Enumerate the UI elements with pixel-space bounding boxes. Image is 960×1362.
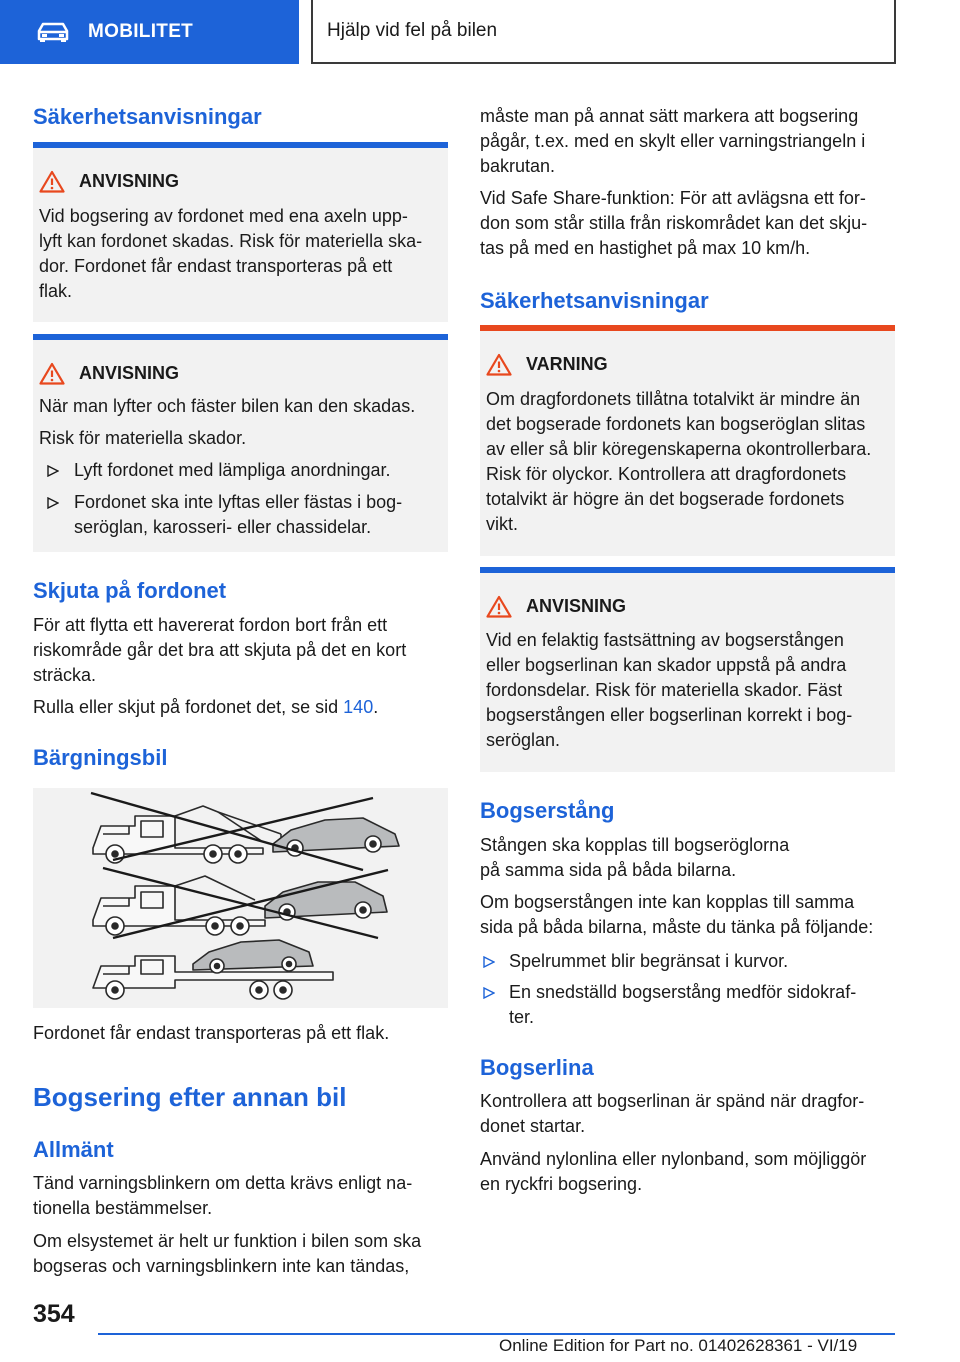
warning-text: Om dragfordonets tillåtna totalvikt är mindre än det bogserade fordonets kan bogseröglan slitas av eller så blir köregenskaperna okontrollerbara. Risk för olyckor. Kontrollera att dragfordonets totalvikt är högre än det bogserade fordonets vikt. [486, 389, 872, 534]
tow-bar-text-2: Om bogserstången inte kan kopplas till samma sida på båda bilarna, måste du tänka på följande: [480, 892, 874, 937]
page-link[interactable]: 140 [343, 697, 374, 717]
warning-triangle-icon [39, 362, 65, 385]
car-icon [36, 22, 70, 42]
notice-title: ANVISNING [39, 362, 179, 385]
push-text: För att flytta ett havererat fordon bort från ett riskområde går det bra att skjuta på det en kort sträcka. [33, 615, 407, 685]
tow-rope-text: Kontrollera att bogserlinan är spänd när dragfor- donet startar. [480, 1091, 865, 1136]
notice-text: Risk för materiella skador. [39, 428, 247, 448]
notice-box-1 [33, 142, 448, 322]
notice-title: ANVISNING [39, 170, 179, 193]
page-number: 354 [33, 1300, 75, 1328]
warning-triangle-icon [39, 170, 65, 193]
notice-text: När man lyfter och fäster bilen kan den skadas. [39, 396, 416, 416]
triangle-bullet-icon [483, 987, 495, 999]
heading-push: Skjuta på fordonet [33, 578, 227, 603]
general-text: Tänd varningsblinkern om detta krävs enligt na- tionella bestämmelser. [33, 1173, 413, 1218]
list-item: Spelrummet blir begränsat i kurvor. [480, 949, 895, 974]
heading-general: Allmänt [33, 1137, 114, 1162]
notice-box-3 [480, 567, 895, 772]
warning-title: VARNING [486, 353, 608, 376]
chapter-title: Hjälp vid fel på bilen [327, 20, 498, 41]
notice-box-2 [33, 334, 448, 552]
list-item: Fordonet ska inte lyftas eller fästas i bog- seröglan, karosseri- eller chassidelar. [47, 490, 440, 540]
tow-rope-text-2: Använd nylonlina eller nylonband, som möjliggör en ryckfri bogsering. [480, 1149, 867, 1194]
warning-triangle-icon [486, 353, 512, 376]
chapter-header [311, 0, 896, 64]
section-tab[interactable] [0, 0, 299, 64]
notice-text: Vid en felaktig fastsättning av bogserstången eller bogserlinan kan skador uppstå på andra fordonsdelar. Risk för materiella skador. Fäst bogserstången eller bogserlinan korrekt i bog- seröglan. [486, 630, 853, 750]
list-item: Lyft fordonet med lämpliga anordningar. [47, 458, 440, 483]
notice-text: Vid bogsering av fordonet med ena axeln upp- lyft kan fordonet skadas. Risk för materiella ska- dor. Fordonet får endast transporteras på ett flak. [39, 206, 423, 301]
triangle-bullet-icon [47, 497, 59, 509]
warning-box [480, 325, 895, 556]
tow-bar-text: Stången ska kopplas till bogseröglorna på samma sida på båda bilarna. [480, 835, 790, 880]
warning-bar [480, 325, 895, 331]
notice-bar [480, 567, 895, 573]
section-label: MOBILITET [88, 21, 194, 42]
heading-tow-bar: Bogserstång [480, 798, 615, 823]
push-ref: Rulla eller skjut på fordonet det, se sid 140. [33, 697, 379, 717]
tow-truck-figure [33, 788, 448, 1008]
continued-text: måste man på annat sätt markera att bogsering pågår, t.ex. med en skylt eller varningstriangeln i bakrutan. [480, 106, 866, 176]
heading-towing: Bogsering efter annan bil [33, 1082, 347, 1112]
heading-tow-truck: Bärgningsbil [33, 745, 168, 770]
footer-rule [98, 1333, 895, 1335]
heading-safety-right: Säkerhetsanvisningar [480, 288, 709, 313]
triangle-bullet-icon [483, 956, 495, 968]
notice-title: ANVISNING [486, 595, 626, 618]
edition-info: Online Edition for Part no. 01402628361 - VI/19 [499, 1336, 858, 1355]
tow-truck-illustration [33, 788, 448, 1008]
figure-caption: Fordonet får endast transporteras på ett flak. [33, 1023, 390, 1043]
heading-tow-rope: Bogserlina [480, 1055, 594, 1080]
notice-bar [33, 334, 448, 340]
triangle-bullet-icon [47, 465, 59, 477]
safe-share-text: Vid Safe Share-funktion: För att avlägsna ett for- don som står stilla från riskområdet kan det skju- tas på med en hastighet på max 10 km/h. [480, 188, 868, 258]
general-text-2: Om elsystemet är helt ur funktion i bilen som ska bogseras och varningsblinkern inte kan tändas, [33, 1231, 422, 1276]
warning-triangle-icon [486, 595, 512, 618]
list-item: En snedställd bogserstång medför sidokraf- ter. [480, 980, 895, 1030]
heading-safety-left: Säkerhetsanvisningar [33, 104, 262, 129]
notice-bar [33, 142, 448, 148]
